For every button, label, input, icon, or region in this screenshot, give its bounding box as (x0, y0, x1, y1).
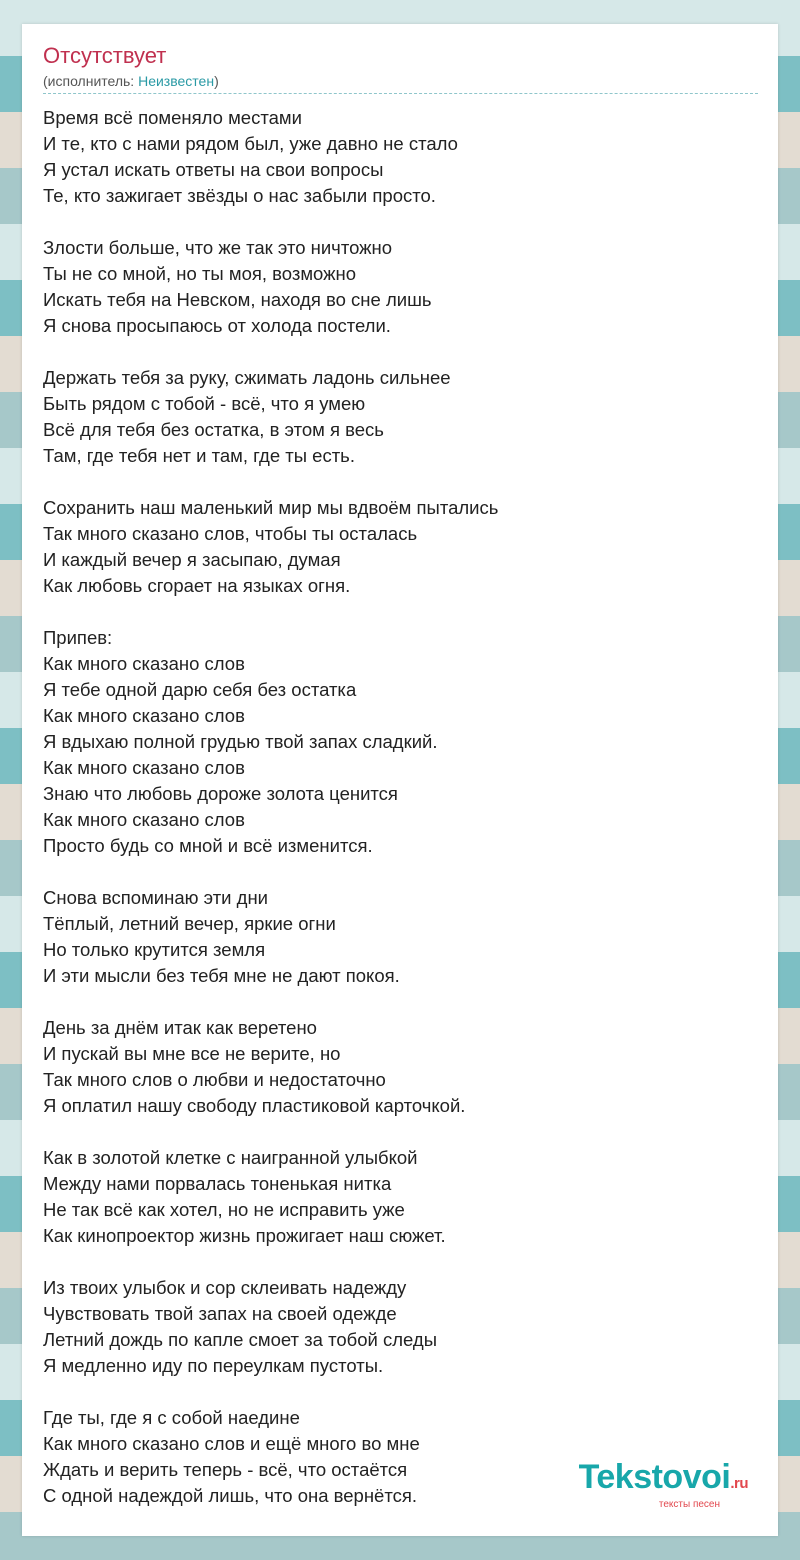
artist-prefix: (исполнитель: (43, 73, 139, 89)
stanza-gap (43, 859, 758, 885)
lyric-line: Как много сказано слов (43, 653, 245, 674)
stanza-gap (43, 209, 758, 235)
lyric-line: И пускай вы мне все не верите, но (43, 1043, 341, 1064)
stanza-gap (43, 1379, 758, 1405)
lyric-line: Ждать и верить теперь - всё, что остаётся (43, 1459, 408, 1480)
lyric-line: Как много сказано слов (43, 705, 245, 726)
logo-tagline: тексты песен (658, 1499, 720, 1510)
lyric-line: Искать тебя на Невском, находя во сне лишь (43, 289, 432, 310)
lyric-line: Я оплатил нашу свободу пластиковой карточкой. (43, 1095, 466, 1116)
lyric-line: Я вдыхаю полной грудью твой запах сладкий. (43, 731, 438, 752)
lyric-line: День за днём итак как веретено (43, 1017, 317, 1038)
lyric-line: Я снова просыпаюсь от холода постели. (43, 315, 391, 336)
lyric-line: Чувствовать твой запах на своей одежде (43, 1303, 397, 1324)
lyric-line: И каждый вечер я засыпаю, думая (43, 549, 341, 570)
site-logo[interactable] (579, 1460, 748, 1510)
lyric-line: Так много сказано слов, чтобы ты осталась (43, 523, 418, 544)
lyric-line: Быть рядом с тобой - всё, что я умею (43, 393, 366, 414)
stanza-gap (43, 1119, 758, 1145)
lyric-line: Как много сказано слов и ещё много во мне (43, 1433, 420, 1454)
lyric-line: И те, кто с нами рядом был, уже давно не стало (43, 133, 458, 154)
lyric-line: Между нами порвалась тоненькая нитка (43, 1173, 392, 1194)
lyric-line: Я устал искать ответы на свои вопросы (43, 159, 384, 180)
lyric-line: Как в золотой клетке с наигранной улыбкой (43, 1147, 418, 1168)
lyric-line: Где ты, где я с собой наедине (43, 1407, 300, 1428)
logo-name: Tekstovoi (578, 1458, 731, 1496)
lyric-line: Так много слов о любви и недостаточно (43, 1069, 386, 1090)
lyric-line: Ты не со мной, но ты моя, возможно (43, 263, 357, 284)
lyric-line: Как кинопроектор жизнь прожигает наш сюжет. (43, 1225, 446, 1246)
artist-link[interactable]: Неизвестен (138, 73, 215, 89)
lyric-line: Всё для тебя без остатка, в этом я весь (43, 419, 384, 440)
divider (43, 93, 758, 94)
lyric-line: Тёплый, летний вечер, яркие огни (43, 913, 336, 934)
lyric-line: Как много сказано слов (43, 757, 245, 778)
lyric-line: Не так всё как хотел, но не исправить уже (43, 1199, 405, 1220)
logo-wordmark (579, 1460, 748, 1501)
artist-suffix: ) (214, 73, 219, 89)
lyric-line: Как любовь сгорает на языках огня. (43, 575, 351, 596)
lyric-line: Знаю что любовь дороже золота ценится (43, 783, 398, 804)
artist-line (43, 73, 219, 89)
stanza-gap (43, 989, 758, 1015)
lyric-line: С одной надеждой лишь, что она вернётся. (43, 1485, 418, 1506)
lyric-line: Просто будь со мной и всё изменится. (43, 835, 373, 856)
lyric-line: Из твоих улыбок и сор склеивать надежду (43, 1277, 407, 1298)
lyrics-text (43, 105, 758, 1509)
lyric-line: Те, кто зажигает звёзды о нас забыли просто. (43, 185, 436, 206)
song-title: Отсутствует (43, 43, 167, 68)
lyric-line: Держать тебя за руку, сжимать ладонь сильнее (43, 367, 451, 388)
lyric-line: И эти мысли без тебя мне не дают покоя. (43, 965, 400, 986)
lyric-line: Я тебе одной дарю себя без остатка (43, 679, 357, 700)
stanza-gap (43, 469, 758, 495)
stanza-gap (43, 1249, 758, 1275)
lyric-line: Я медленно иду по переулкам пустоты. (43, 1355, 384, 1376)
lyric-line: Снова вспоминаю эти дни (43, 887, 268, 908)
lyric-line: Но только крутится земля (43, 939, 266, 960)
lyric-line: Сохранить наш маленький мир мы вдвоём пытались (43, 497, 499, 518)
lyric-line: Как много сказано слов (43, 809, 245, 830)
stanza-gap (43, 599, 758, 625)
lyric-line: Время всё поменяло местами (43, 107, 302, 128)
lyrics-page (22, 24, 778, 1536)
lyric-line: Припев: (43, 627, 113, 648)
stanza-gap (43, 339, 758, 365)
lyric-line: Там, где тебя нет и там, где ты есть. (43, 445, 355, 466)
lyric-line: Летний дождь по капле смоет за тобой следы (43, 1329, 438, 1350)
lyric-line: Злости больше, что же так это ничтожно (43, 237, 393, 258)
logo-tld: .ru (730, 1475, 748, 1492)
